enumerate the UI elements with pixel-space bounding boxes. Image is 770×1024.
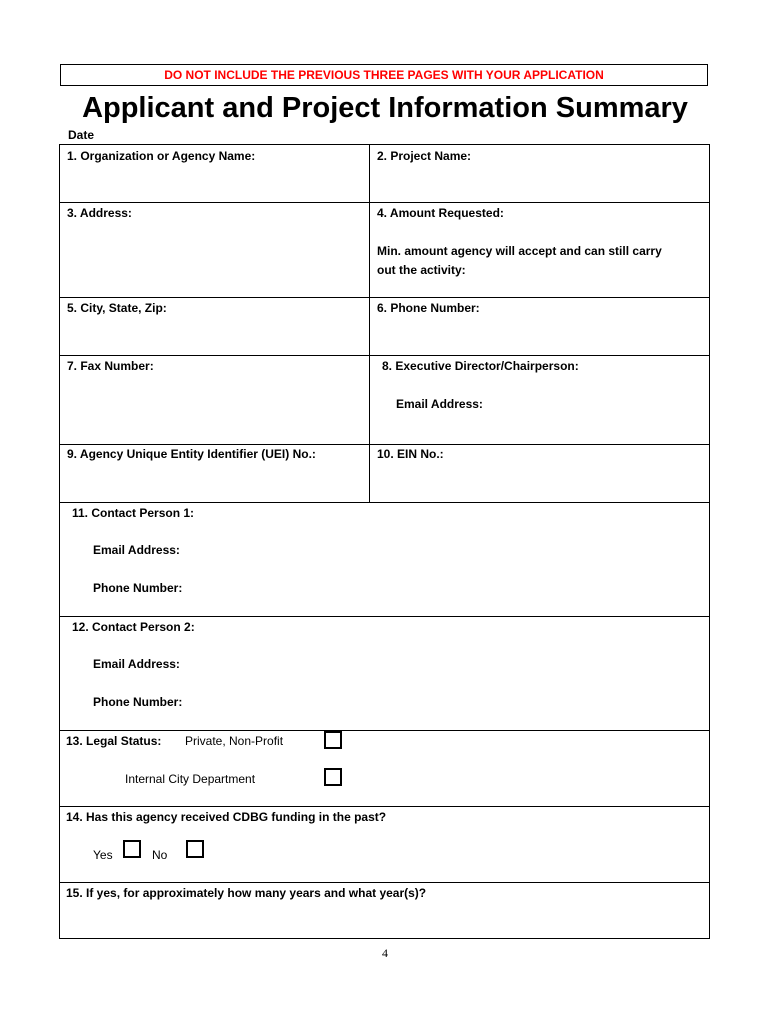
- cdbg-question-label: 14. Has this agency received CDBG funding in the past?: [66, 810, 387, 824]
- executive-email-field[interactable]: Email Address:: [396, 397, 483, 411]
- legal-private-label: Private, Non-Profit: [185, 734, 284, 748]
- row-divider: [60, 202, 709, 203]
- row-divider: [60, 616, 709, 617]
- address-field[interactable]: 3. Address:: [67, 206, 132, 220]
- cdbg-yes-label: Yes: [93, 848, 113, 862]
- page-title: Applicant and Project Information Summary: [82, 92, 688, 124]
- date-label: Date: [68, 128, 95, 142]
- phone-number-field[interactable]: 6. Phone Number:: [377, 301, 480, 315]
- amount-requested-field[interactable]: 4. Amount Requested:: [377, 206, 504, 220]
- warning-notice: DO NOT INCLUDE THE PREVIOUS THREE PAGES WITH YOUR APPLICATION: [60, 64, 708, 86]
- uei-field[interactable]: 9. Agency Unique Entity Identifier (UEI) No.:: [67, 447, 316, 461]
- contact-person-1-field[interactable]: 11. Contact Person 1:: [72, 506, 195, 520]
- row-divider: [60, 297, 709, 298]
- fax-number-field[interactable]: 7. Fax Number:: [67, 359, 154, 373]
- min-amount-field[interactable]: Min. amount agency will accept and can still carry: [377, 244, 662, 258]
- row-divider: [60, 355, 709, 356]
- contact-person-2-field[interactable]: 12. Contact Person 2:: [72, 620, 195, 634]
- contact-2-email-field[interactable]: Email Address:: [93, 657, 180, 671]
- legal-private-checkbox[interactable]: [324, 731, 342, 749]
- contact-1-email-field[interactable]: Email Address:: [93, 543, 180, 557]
- legal-status-label: 13. Legal Status:: [66, 734, 162, 748]
- row-divider: [60, 730, 709, 731]
- row-divider: [60, 502, 709, 503]
- city-state-zip-field[interactable]: 5. City, State, Zip:: [67, 301, 167, 315]
- cdbg-no-checkbox[interactable]: [186, 840, 204, 858]
- row-divider: [60, 806, 709, 807]
- min-amount-field-line2: out the activity:: [377, 263, 466, 277]
- cdbg-yes-checkbox[interactable]: [123, 840, 141, 858]
- legal-city-checkbox[interactable]: [324, 768, 342, 786]
- cdbg-no-label: No: [152, 848, 168, 862]
- page-number: 4: [382, 946, 388, 960]
- contact-2-phone-field[interactable]: Phone Number:: [93, 695, 183, 709]
- ein-field[interactable]: 10. EIN No.:: [377, 447, 444, 461]
- project-name-field[interactable]: 2. Project Name:: [377, 149, 472, 163]
- row-divider: [60, 882, 709, 883]
- contact-1-phone-field[interactable]: Phone Number:: [93, 581, 183, 595]
- legal-city-label: Internal City Department: [125, 772, 256, 786]
- application-form: [59, 144, 710, 939]
- executive-director-field[interactable]: 8. Executive Director/Chairperson:: [382, 359, 579, 373]
- row-divider: [60, 444, 709, 445]
- column-divider: [369, 145, 370, 502]
- org-name-field[interactable]: 1. Organization or Agency Name:: [67, 149, 256, 163]
- years-question-field[interactable]: 15. If yes, for approximately how many years and what year(s)?: [66, 886, 427, 900]
